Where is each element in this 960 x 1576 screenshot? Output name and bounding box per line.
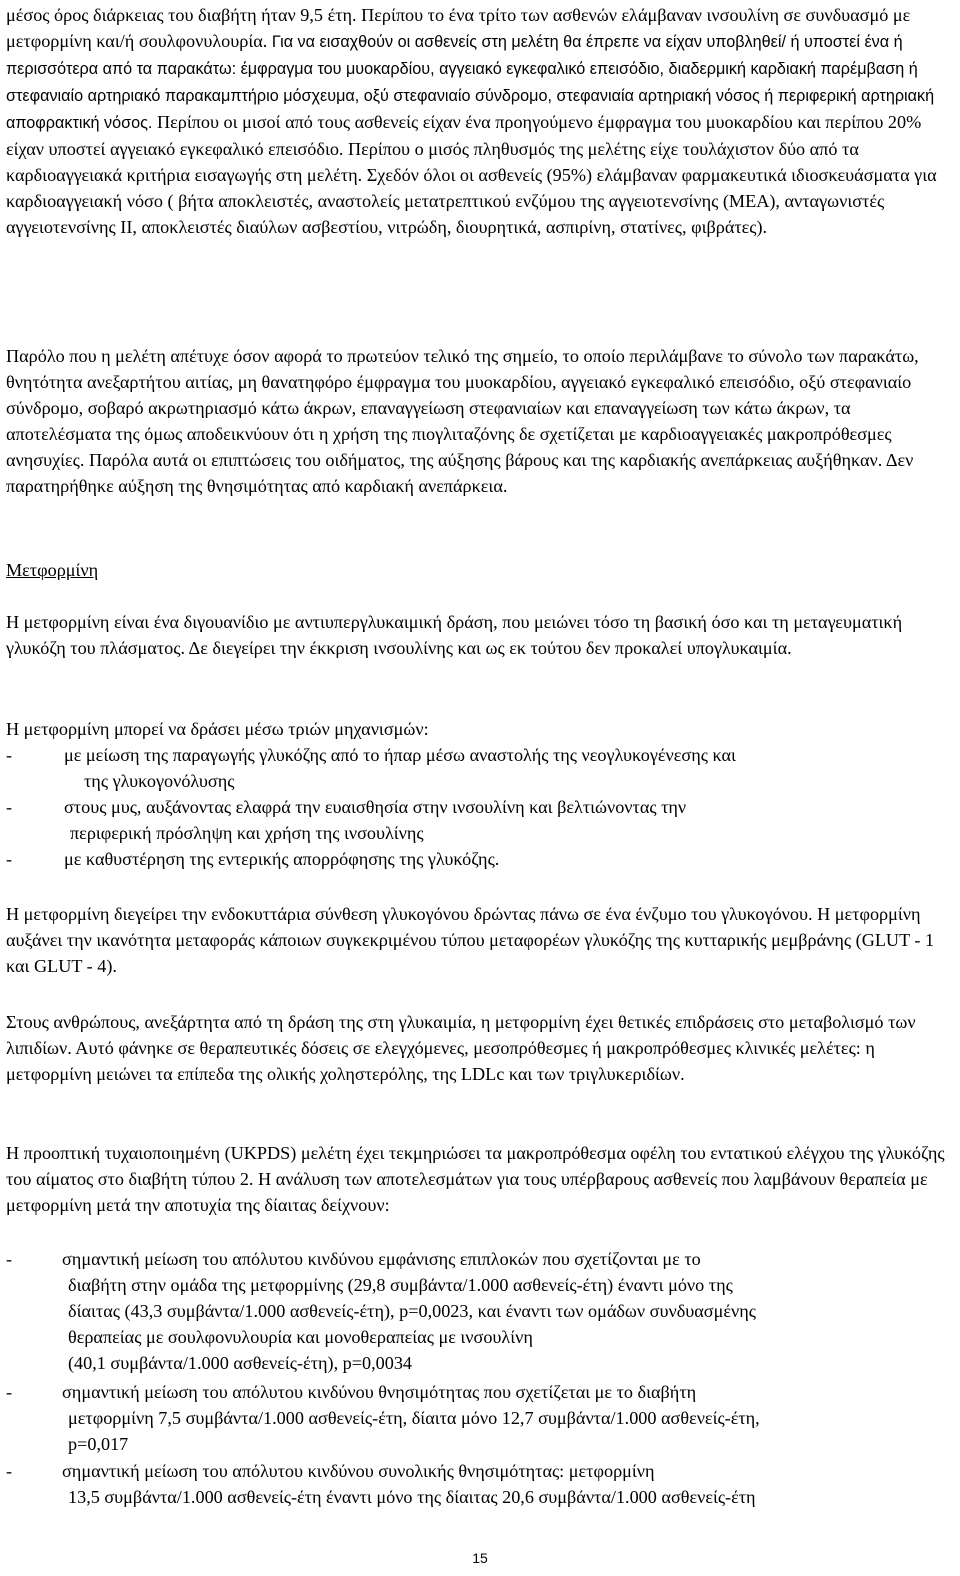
list-item-text-continued: (40,1 συμβάντα/1.000 ασθενείς-έτη), p=0,0034 [68,1353,413,1373]
list-item-text-continued: p=0,017 [68,1434,129,1454]
list-item-text: σημαντική μείωση του απόλυτου κινδύνου εμφάνισης επιπλοκών που σχετίζονται με το [62,1249,701,1269]
list-item-text: στους μυς, αυξάνοντας ελαφρά την ευαισθησία στην ινσουλίνη και βελτιώνοντας την [64,797,687,817]
paragraph-glycogen-synthesis: Η μετφορμίνη διεγείρει την ενδοκυττάρια σύνθεση γλυκογόνου δρώντας πάνω σε ένα ένζυμο του γλυκογόνου. Η μετφορμίνη αυξάνει την ικανότητα μεταφοράς κάποιων συγκεκριμένου τύπου μεταφορέων γλυκόζης της κυτταρικής μεμβράνης (GLUT - 1 και GLUT - 4). [6,904,935,976]
list-item-text-continued: της γλυκογονόλυσης [84,771,235,791]
list-item-result-2 [6,1379,952,1457]
list-item-text-continued: θεραπείας με σουλφονυλουρία και μονοθεραπείας με ινσουλίνη [68,1327,533,1347]
intro-final-sentence: Σχεδόν όλοι οι ασθενείς (95%) ελάμβαναν φαρμακευτικά ιδιοσκευάσματα για καρδιοαγγειακή νόσο ( βήτα αποκλειστές, αναστολείς μετατρεπτικού ενζύμου της αγγειοτενσίνης (ΜΕΑ), ανταγωνιστές αγγειοτενσίνης ΙΙ, αποκλειστές διαύλων ασβεστίου, νιτρώδη, διουρητικά, ασπιρίνη, στατίνες, φιβράτες). [6,165,937,237]
intro-first-sentences: μέσος όρος διάρκειας του διαβήτη ήταν 9,5 έτη. Περίπου το ένα τρίτο των ασθενών ελάμβαναν ινσουλίνη σε συνδυασμό με μετφορμίνη και/ή σουλφονυλουρία. [6,5,911,51]
list-dash: - [6,745,13,765]
page-number: 15 [472,1550,488,1566]
list-item-result-3 [6,1458,952,1510]
list-item-text: σημαντική μείωση του απόλυτου κινδύνου θνησιμότητας που σχετίζεται με το διαβήτη [62,1382,697,1402]
paragraph-lipid-effects: Στους ανθρώπους, ανεξάρτητα από τη δράση της στη γλυκαιμία, η μετφορμίνη έχει θετικές επιδράσεις στο μεταβολισμό των λιπιδίων. Αυτό φάνηκε σε θεραπευτικές δόσεις σε ελεγχόμενες, μεσοπρόθεσμες ή μακροπρόθεσμες κλινικές μελέτες: η μετφορμίνη μειώνει τα επίπεδα της ολικής χοληστερόλης, της LDLc και των τριγλυκεριδίων. [6,1012,916,1084]
list-item-mechanism-2 [6,794,952,846]
list-dash: - [6,1249,13,1269]
list-dash: - [6,1461,13,1481]
list-item-mechanism-1 [6,742,952,794]
section-heading-metformin: Μετφορμίνη [6,560,99,580]
list-item-text: με καθυστέρηση της εντερικής απορρόφησης της γλυκόζης. [64,849,500,869]
list-item-text-continued: 13,5 συμβάντα/1.000 ασθενείς-έτη έναντι μόνο της δίαιτας 20,6 συμβάντα/1.000 ασθενείς-έτη [68,1487,756,1507]
paragraph-ukpds: Η προοπτική τυχαιοποιημένη (UKPDS) μελέτη έχει τεκμηριώσει τα μακροπρόθεσμα οφέλη του εντατικού ελέγχου της γλυκόζης του αίματος στο διαβήτη τύπου 2. Η ανάλυση των αποτελεσμάτων για τους υπέρβαρους ασθενείς που λαμβάνουν θεραπεία με μετφορμίνη μετά την αποτυχία της δίαιτας δείχνουν: [6,1143,945,1215]
list-dash: - [6,849,13,869]
paragraph-metformin-description: Η μετφορμίνη είναι ένα διγουανίδιο με αντιυπεργλυκαιμική δράση, που μειώνει τόσο τη βασική όσο και τη μεταγευματική γλυκόζη του πλάσματος. Δε διεγείρει την έκκριση ινσουλίνης και ως εκ τούτου δεν προκαλεί υπογλυκαιμία. [6,612,903,658]
list-dash: - [6,1382,13,1402]
list-item-result-1 [6,1246,952,1376]
intro-inclusion-criteria: Για να εισαχθούν οι ασθενείς στη μελέτη θα έπρεπε να είχαν υποβληθεί/ ή υποστεί ένα ή περισσότερα από τα παρακάτω: έμφραγμα του μυοκαρδίου, αγγειακό εγκεφαλικό επεισόδιο, διαδερμική καρδιακή παρέμβαση ή στεφανιαίο αρτηριακό παρακαμπτήριο μόσχευμα, οξύ στεφανιαίο σύνδρομο, στεφανιαία αρτηριακή νόσος ή περιφερική αρτηριακή αποφρακτική νόσος. [6,33,935,132]
paragraph-outcomes: Παρόλο που η μελέτη απέτυχε όσον αφορά το πρωτεύον τελικό της σημείο, το οποίο περιλάμβανε το σύνολο των παρακάτω, θνητότητα ανεξαρτήτου αιτίας, μη θανατηφόρο έμφραγμα του μυοκαρδίου, αγγειακό εγκεφαλικό επεισόδιο, οξύ στεφανιαίο σύνδρομο, σοβαρό ακρωτηριασμό κάτω άκρων, επαναγγείωση στεφανιαίων και επαναγγείωση των κάτω άκρων, τα αποτελέσματα της όμως αποδεικνύουν ότι η χρήση της πιογλιταζόνης δε σχετίζεται με καρδιοαγγειακές μακροπρόθεσμες ανησυχίες. Παρόλα αυτά οι επιπτώσεις του οιδήματος, της αύξησης βάρους και της καρδιακής ανεπάρκειας αυξήθηκαν. Δεν παρατηρήθηκε αύξηση της θνησιμότητας από καρδιακή ανεπάρκεια. [6,346,919,496]
list-item-text-continued: μετφορμίνη 7,5 συμβάντα/1.000 ασθενείς-έτη, δίαιτα μόνο 12,7 συμβάντα/1.000 ασθενείς-έτη, [68,1408,760,1428]
list-dash: - [6,797,13,817]
list-item-text-continued: διαβήτη στην ομάδα της μετφορμίνης (29,8 συμβάντα/1.000 ασθενείς-έτη) έναντι μόνο της [68,1275,733,1295]
list-item-text: σημαντική μείωση του απόλυτου κινδύνου συνολικής θνησιμότητας: μετφορμίνη [62,1461,655,1481]
intro-last-sentences: Περίπου οι μισοί από τους ασθενείς είχαν ένα προηγούμενο έμφραγμα του μυοκαρδίου και περίπου 20% είχαν υποστεί αγγειακό εγκεφαλικό επεισόδιο. Περίπου ο μισός πληθυσμός της μελέτης είχε τουλάχιστον δύο από τα καρδιοαγγειακά κριτήρια εισαγωγής στη μελέτη. [6,112,922,185]
intro-paragraph [6,2,952,240]
list-item-text-continued: περιφερική πρόσληψη και χρήση της ινσουλίνης [70,823,424,843]
list-item-mechanism-3 [6,846,952,872]
paragraph-mechanisms-intro: Η μετφορμίνη μπορεί να δράσει μέσω τριών μηχανισμών: [6,719,429,739]
list-item-text: με μείωση της παραγωγής γλυκόζης από το ήπαρ μέσω αναστολής της νεογλυκογένεσης και [64,745,736,765]
list-item-text-continued: δίαιτας (43,3 συμβάντα/1.000 ασθενείς-έτη), p=0,0023, και έναντι των ομάδων συνδυασμένης [68,1301,756,1321]
